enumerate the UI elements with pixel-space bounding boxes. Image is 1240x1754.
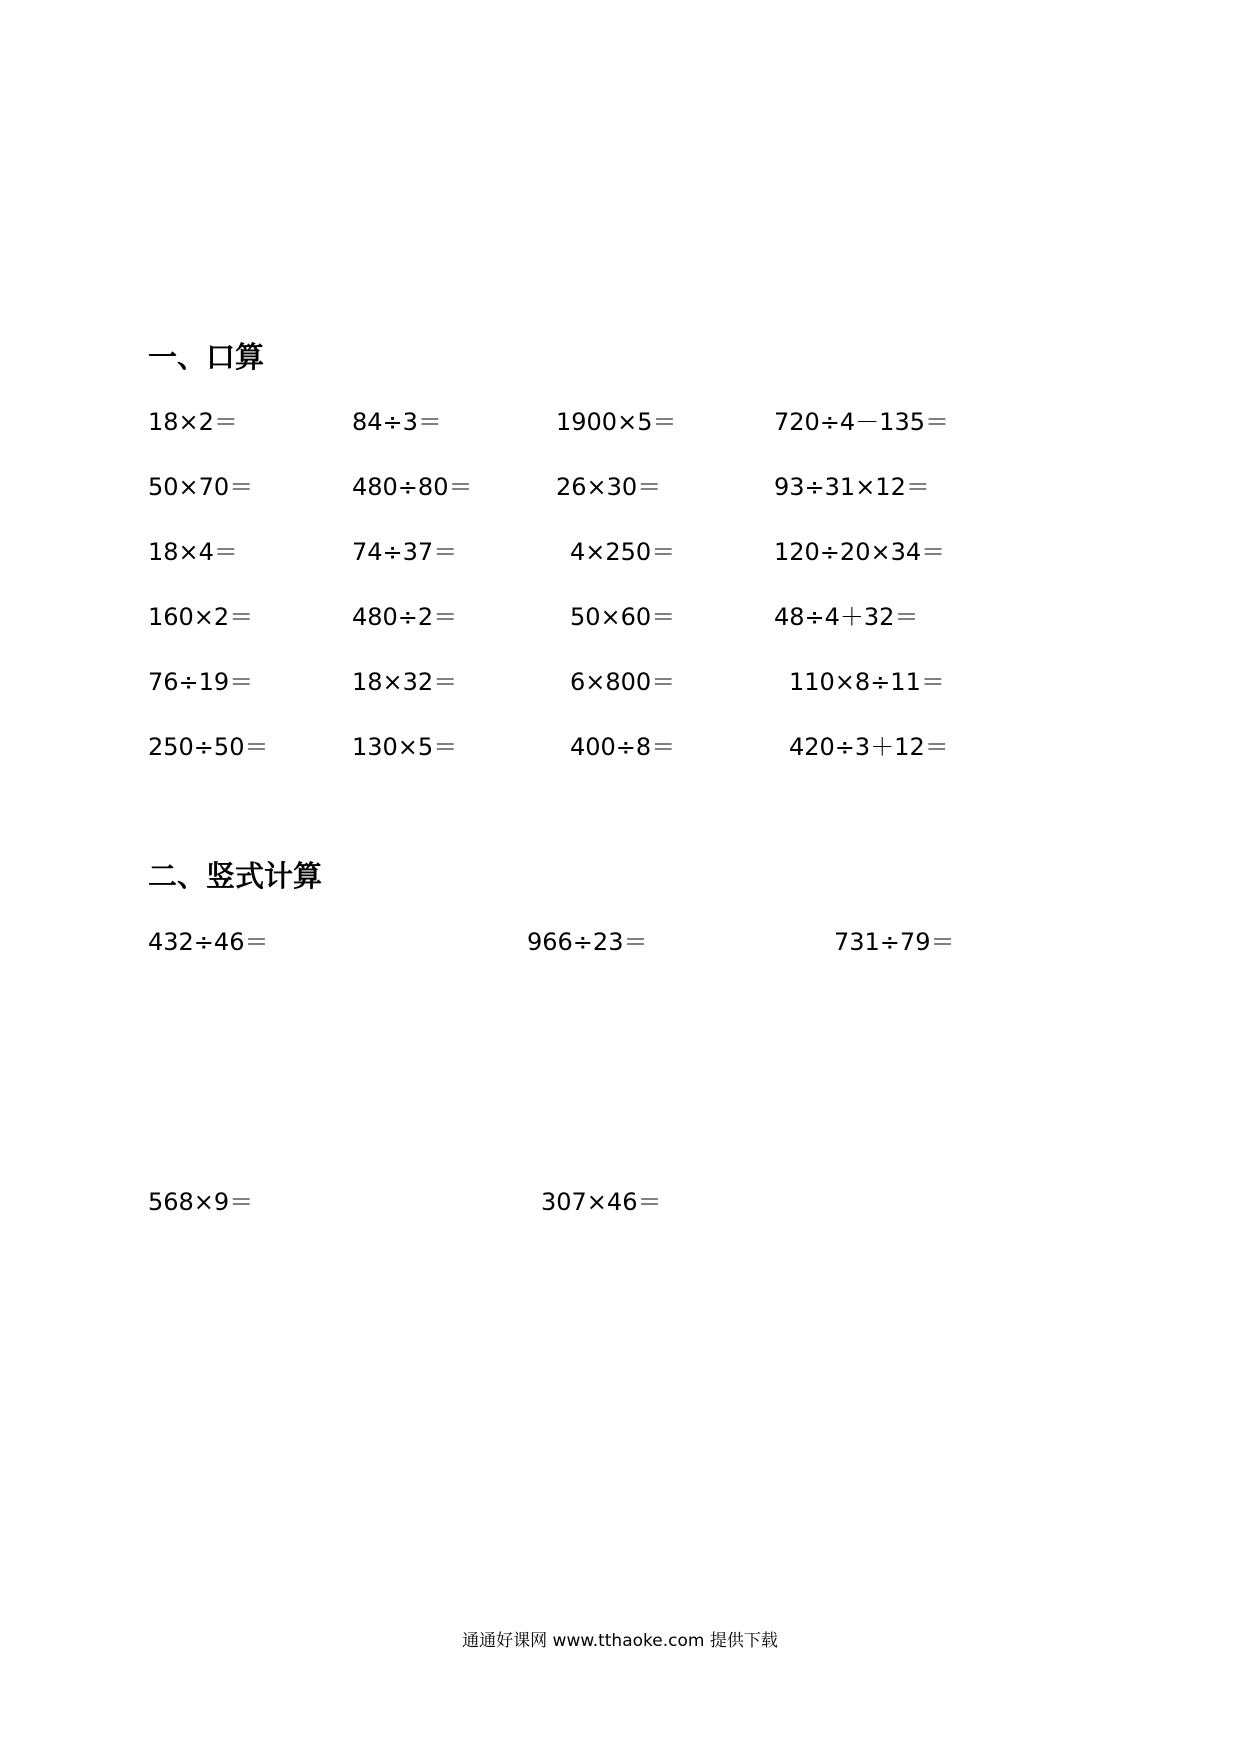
oral-calc-item: 4×250＝ xyxy=(570,538,676,566)
oral-calc-item: 250÷50＝ xyxy=(148,733,269,761)
oral-calc-item: 720÷4－135＝ xyxy=(774,408,949,436)
oral-calc-item: 110×8÷11＝ xyxy=(789,668,945,696)
page-footer: 通通好课网 www.tthaoke.com 提供下载 xyxy=(462,1631,778,1651)
oral-calc-item: 76÷19＝ xyxy=(148,668,254,696)
oral-calc-item: 50×60＝ xyxy=(570,603,676,631)
vertical-calc-item: 966÷23＝ xyxy=(527,928,648,956)
section-two-title: 二、竖式计算 xyxy=(148,859,323,893)
oral-calc-item: 48÷4＋32＝ xyxy=(774,603,919,631)
oral-calc-item: 18×2＝ xyxy=(148,408,238,436)
oral-calc-item: 480÷80＝ xyxy=(352,473,473,501)
vertical-calc-item: 307×46＝ xyxy=(541,1188,662,1216)
oral-calc-item: 18×32＝ xyxy=(352,668,458,696)
oral-calc-item: 1900×5＝ xyxy=(556,408,677,436)
oral-calc-item: 18×4＝ xyxy=(148,538,238,566)
oral-calc-item: 6×800＝ xyxy=(570,668,676,696)
oral-calc-item: 130×5＝ xyxy=(352,733,458,761)
oral-calc-item: 420÷3＋12＝ xyxy=(789,733,949,761)
oral-calc-item: 93÷31×12＝ xyxy=(774,473,930,501)
oral-calc-item: 74÷37＝ xyxy=(352,538,458,566)
oral-calc-item: 480÷2＝ xyxy=(352,603,458,631)
vertical-calc-item: 568×9＝ xyxy=(148,1188,254,1216)
oral-calc-item: 26×30＝ xyxy=(556,473,662,501)
oral-calc-item: 50×70＝ xyxy=(148,473,254,501)
oral-calc-item: 400÷8＝ xyxy=(570,733,676,761)
vertical-calc-item: 731÷79＝ xyxy=(834,928,955,956)
oral-calc-item: 160×2＝ xyxy=(148,603,254,631)
oral-calc-item: 84÷3＝ xyxy=(352,408,442,436)
section-one-title: 一、口算 xyxy=(148,340,265,374)
oral-calc-item: 120÷20×34＝ xyxy=(774,538,946,566)
vertical-calc-item: 432÷46＝ xyxy=(148,928,269,956)
